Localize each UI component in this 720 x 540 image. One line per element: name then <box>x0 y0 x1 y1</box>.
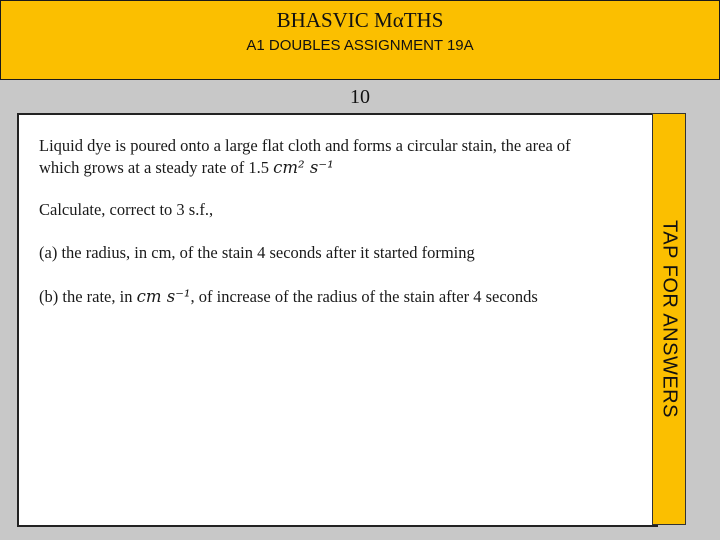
part-b-text-start: (b) the rate, in <box>39 287 137 306</box>
question-line-2 <box>39 157 634 179</box>
question-intro <box>39 135 634 179</box>
part-b-text-end: , of increase of the radius of the stain after 4 seconds <box>190 287 538 306</box>
question-line-2-text: which grows at a steady rate of 1.5 <box>39 158 274 177</box>
question-line-1: Liquid dye is poured onto a large flat cloth and forms a circular stain, the area of <box>39 136 571 155</box>
question-part-a: (a) the radius, in cm, of the stain 4 seconds after it started forming <box>39 243 475 262</box>
question-number: 10 <box>350 86 370 108</box>
rate-unit: cm² s⁻¹ <box>273 158 334 177</box>
assignment-subtitle: A1 DOUBLES ASSIGNMENT 19A <box>246 37 474 54</box>
header-banner <box>0 0 720 80</box>
tap-for-answers-label: TAP FOR ANSWERS <box>658 220 681 418</box>
question-card <box>17 113 658 527</box>
question-instruction: Calculate, correct to 3 s.f., <box>39 200 214 219</box>
page-title: BHASVIC MαTHS <box>276 8 444 32</box>
part-b-unit: cm s⁻¹ <box>136 287 191 306</box>
question-part-b <box>39 286 634 308</box>
tap-for-answers-button[interactable] <box>652 113 686 525</box>
